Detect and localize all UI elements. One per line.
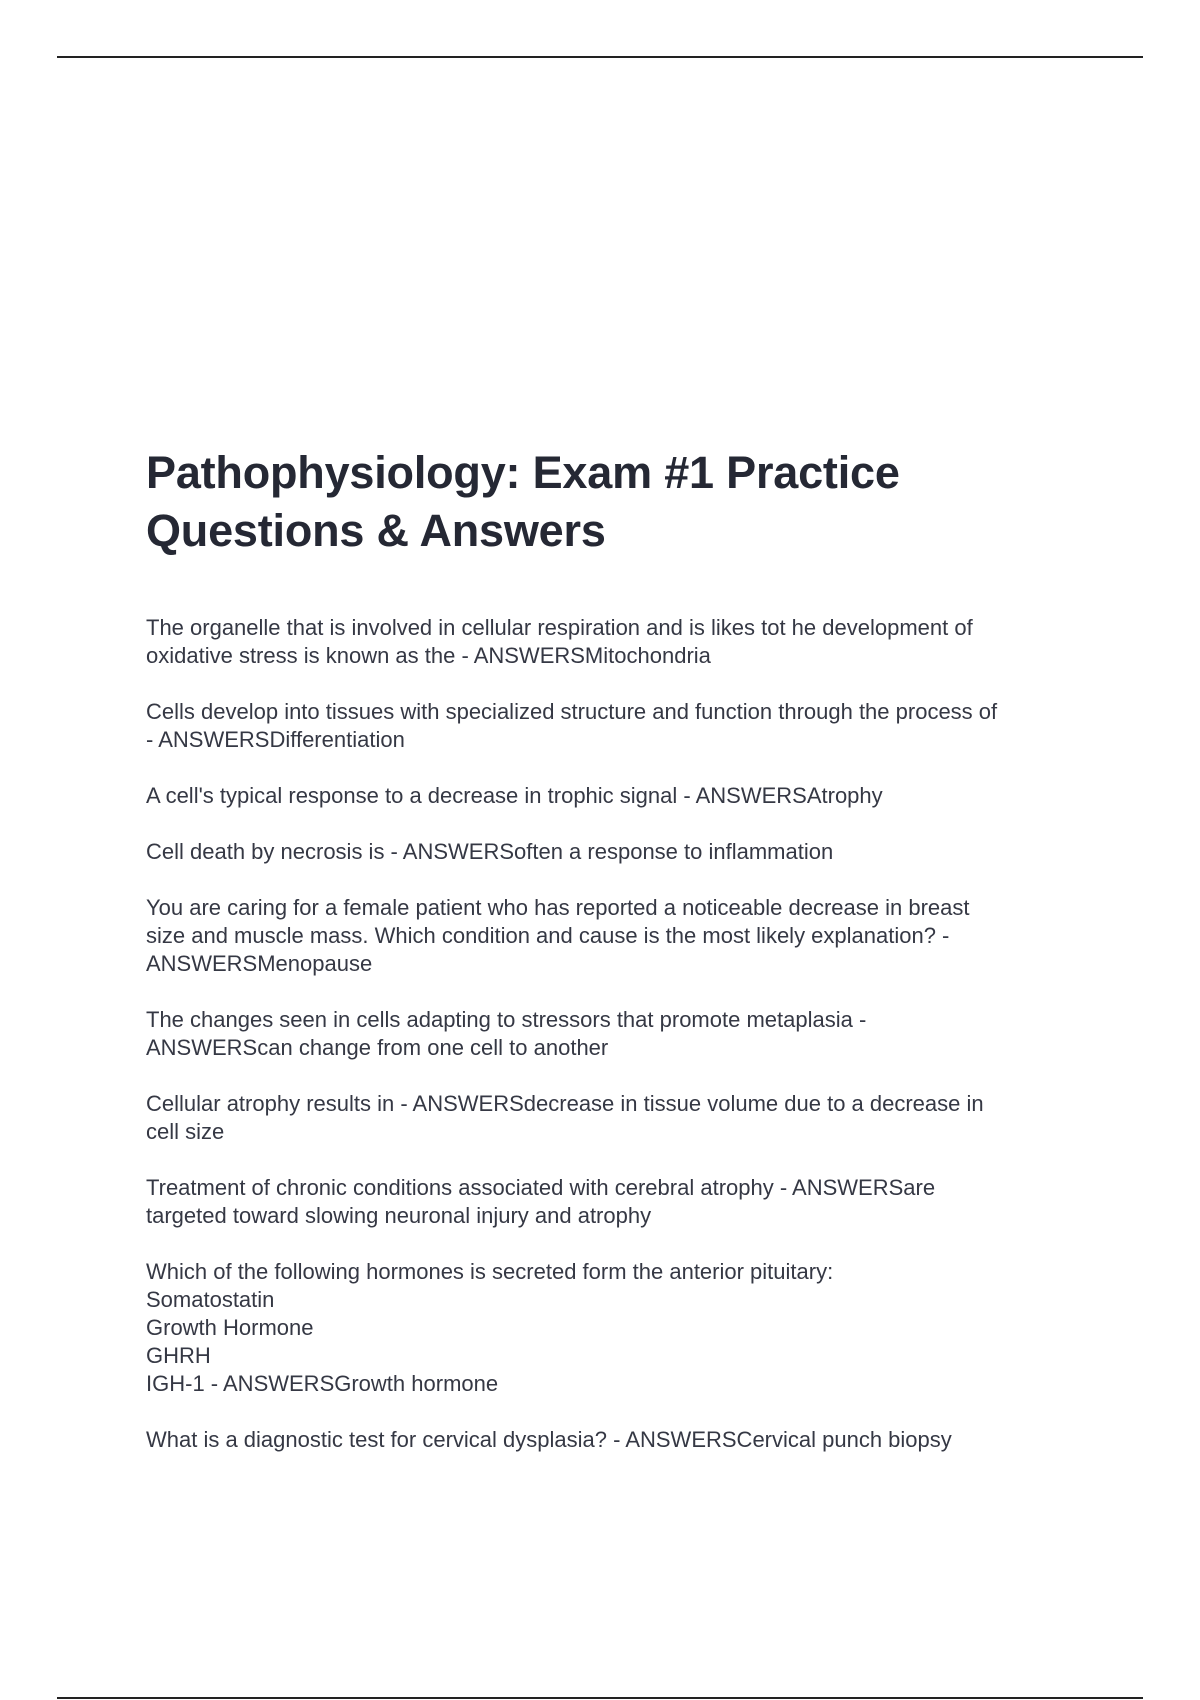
- qa-line: size and muscle mass. Which condition and cause is the most likely explanation? -: [146, 923, 950, 948]
- qa-line: - ANSWERSDifferentiation: [146, 727, 405, 752]
- qa-item: [146, 1426, 1096, 1454]
- bottom-rule: [57, 1697, 1143, 1699]
- qa-item: [146, 698, 1096, 754]
- qa-line: What is a diagnostic test for cervical dysplasia? - ANSWERSCervical punch biopsy: [146, 1427, 952, 1452]
- qa-item: [146, 1174, 1096, 1230]
- qa-line: Treatment of chronic conditions associated with cerebral atrophy - ANSWERSare: [146, 1175, 936, 1200]
- qa-line: Somatostatin: [146, 1287, 275, 1312]
- title-line-1: Pathophysiology: Exam #1 Practice: [146, 447, 900, 498]
- top-rule: [57, 56, 1143, 58]
- qa-line: You are caring for a female patient who has reported a noticeable decrease in breast: [146, 895, 970, 920]
- qa-item: [146, 1258, 1096, 1398]
- qa-item: [146, 894, 1096, 978]
- qa-line: The changes seen in cells adapting to stressors that promote metaplasia -: [146, 1007, 867, 1032]
- qa-line: A cell's typical response to a decrease in trophic signal - ANSWERSAtrophy: [146, 783, 883, 808]
- qa-line: The organelle that is involved in cellular respiration and is likes tot he development of: [146, 615, 973, 640]
- title-line-2: Questions & Answers: [146, 505, 606, 556]
- qa-line: oxidative stress is known as the - ANSWERSMitochondria: [146, 643, 711, 668]
- qa-line: ANSWERSMenopause: [146, 951, 373, 976]
- qa-line: Cellular atrophy results in - ANSWERSdecrease in tissue volume due to a decrease in: [146, 1091, 984, 1116]
- qa-line: Growth Hormone: [146, 1315, 314, 1340]
- qa-line: Which of the following hormones is secreted form the anterior pituitary:: [146, 1259, 834, 1284]
- qa-item: [146, 614, 1096, 670]
- qa-line: Cells develop into tissues with specialized structure and function through the process of: [146, 699, 998, 724]
- qa-item: [146, 838, 1096, 866]
- qa-item: [146, 782, 1096, 810]
- qa-list: [146, 614, 1096, 1454]
- qa-line: Cell death by necrosis is - ANSWERSoften a response to inflammation: [146, 839, 834, 864]
- qa-line: targeted toward slowing neuronal injury and atrophy: [146, 1203, 652, 1228]
- qa-line: IGH-1 - ANSWERSGrowth hormone: [146, 1371, 499, 1396]
- document-title: [146, 444, 1096, 560]
- qa-line: cell size: [146, 1119, 225, 1144]
- document-body: [146, 444, 1096, 1482]
- qa-line: GHRH: [146, 1343, 211, 1368]
- qa-item: [146, 1006, 1096, 1062]
- qa-line: ANSWERScan change from one cell to another: [146, 1035, 609, 1060]
- qa-item: [146, 1090, 1096, 1146]
